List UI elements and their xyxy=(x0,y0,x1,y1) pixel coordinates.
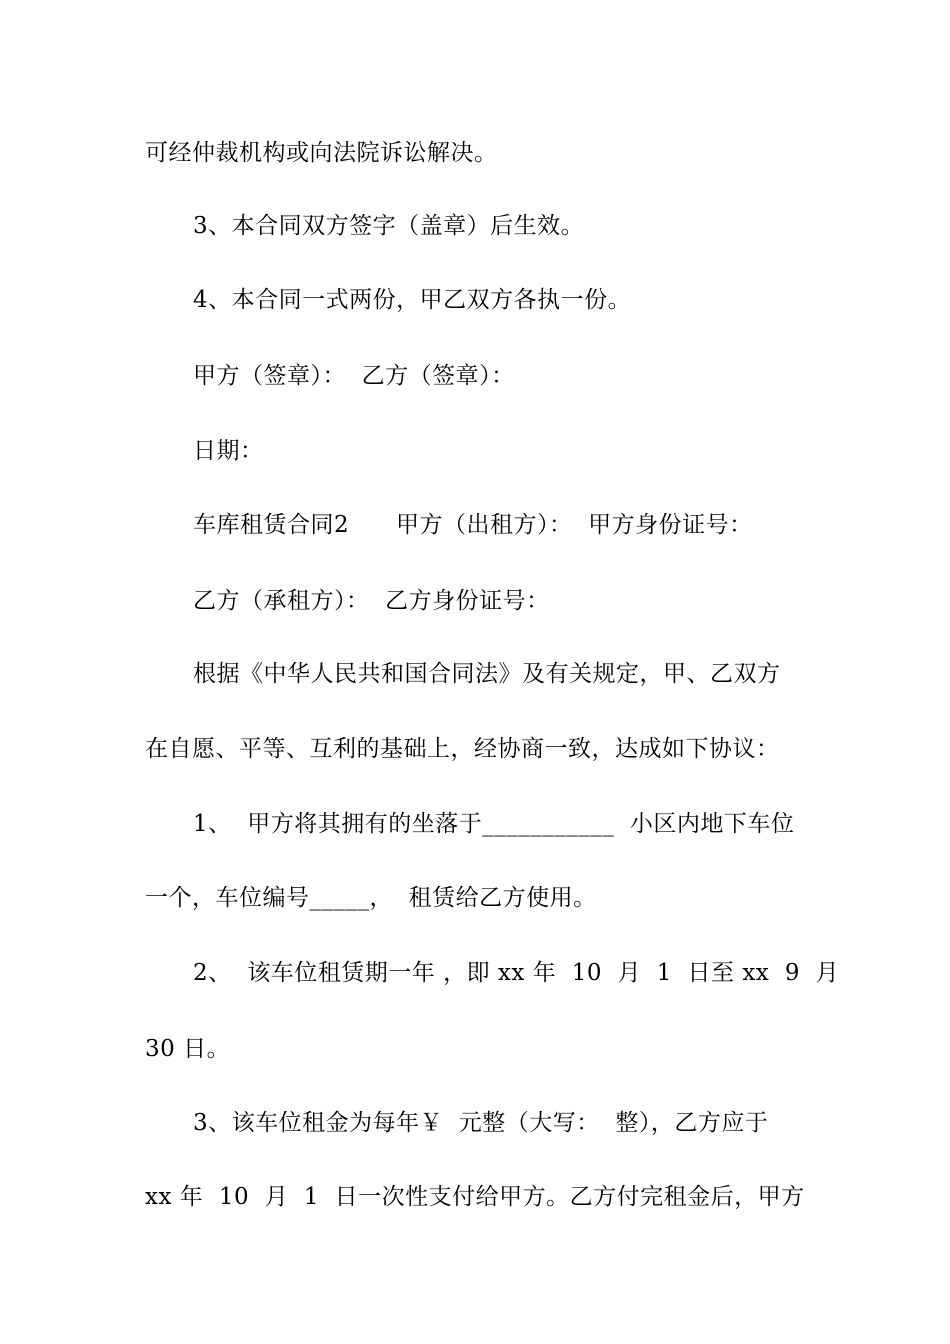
clause-line: xx 年 10 月 1 日一次性支付给甲方。乙方付完租金后，甲方 xyxy=(145,1184,805,1210)
clause-line: 1、 甲方将其拥有的坐落于___________ 小区内地下车位 xyxy=(193,811,795,837)
clause-line: 2、 该车位租赁期一年 ，即 xx 年 10 月 1 日至 xx 9 月 xyxy=(193,960,840,986)
paragraph-line: 可经仲裁机构或向法院诉讼解决。 xyxy=(145,140,498,166)
paragraph-line: 根据《中华人民共和国合同法》及有关规定，甲、乙双方 xyxy=(193,661,781,687)
paragraph-line: 3、本合同双方签字（盖章）后生效。 xyxy=(193,213,585,239)
contract-title-line: 车库租赁合同2 甲方（出租方）： 甲方身份证号： xyxy=(193,512,753,538)
party-line: 乙方（承租方）： 乙方身份证号： xyxy=(193,588,550,614)
paragraph-line: 4、本合同一式两份，甲乙双方各执一份。 xyxy=(193,287,632,313)
clause-line: 30 日。 xyxy=(145,1036,231,1062)
clause-line: 3、该车位租金为每年￥ 元整（大写： 整），乙方应于 xyxy=(193,1110,769,1136)
signature-line: 甲方（签章）： 乙方（签章）： xyxy=(193,363,515,389)
date-line: 日期： xyxy=(193,438,264,464)
clause-line: 一个，车位编号_____， 租赁给乙方使用。 xyxy=(145,885,597,911)
paragraph-line: 在自愿、平等、互利的基础上，经协商一致，达成如下协议： xyxy=(145,736,780,762)
